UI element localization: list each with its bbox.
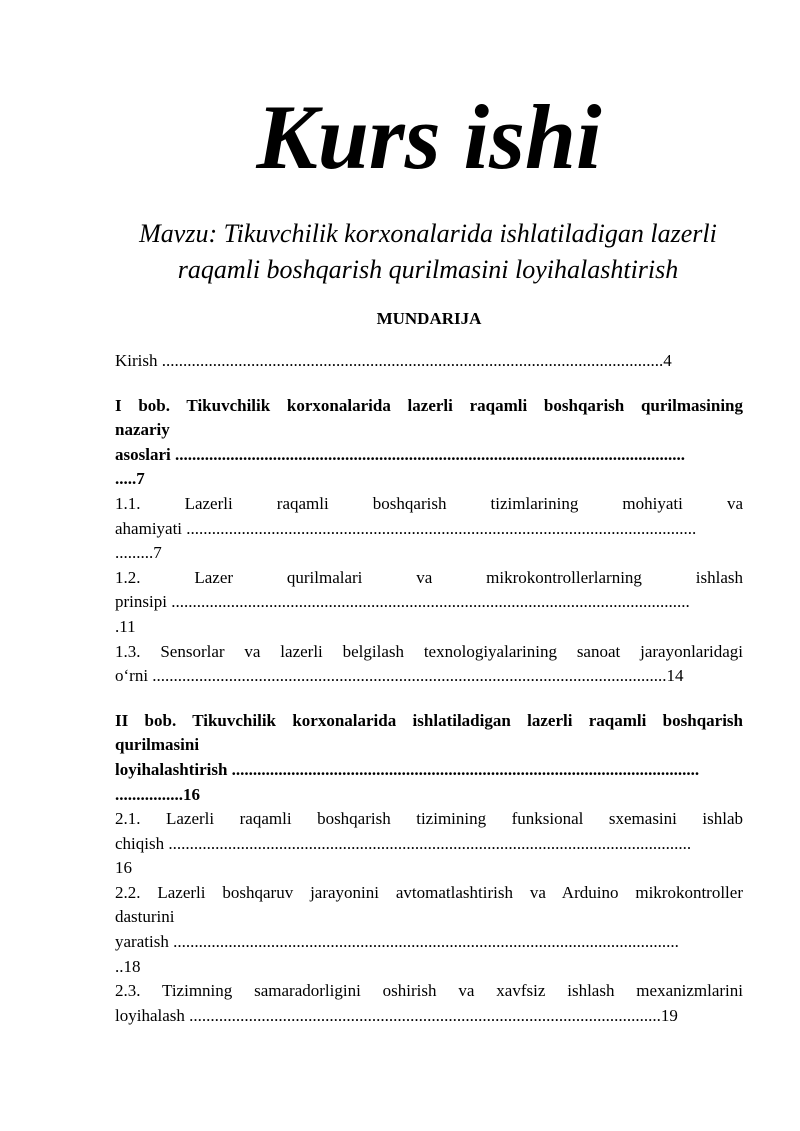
toc-entry-kirish[interactable] bbox=[115, 349, 743, 374]
table-of-contents bbox=[115, 349, 743, 1028]
toc-line: asoslari ........................................................................................................................ bbox=[115, 444, 685, 464]
toc-line: ..18 bbox=[115, 956, 141, 976]
toc-entry-1-3[interactable] bbox=[115, 640, 743, 689]
toc-line: I bob. Tikuvchilik korxonalarida lazerli raqamli boshqarish qurilmasining bbox=[115, 395, 743, 415]
toc-line: chiqish ........................................................................................................................... bbox=[115, 833, 692, 853]
toc-line: 2.3. Tizimning samaradorligini oshirish va xavfsiz ishlash mexanizmlarini bbox=[115, 981, 743, 1001]
toc-line: dasturini bbox=[115, 907, 175, 927]
toc-line: 1.2. Lazer qurilmalari va mikrokontrollerlarning ishlash bbox=[115, 567, 743, 587]
toc-line: ahamiyati ........................................................................................................................ bbox=[115, 518, 697, 538]
toc-line: 2.1. Lazerli raqamli boshqarish tizimining funksional sxemasini ishlab bbox=[115, 809, 743, 829]
toc-line: 1.1. Lazerli raqamli boshqarish tizimlarining mohiyati va bbox=[115, 493, 743, 513]
toc-line: II bob. Tikuvchilik korxonalarida ishlatiladigan lazerli raqamli boshqarish bbox=[115, 710, 743, 730]
toc-entry-2-3[interactable] bbox=[115, 979, 743, 1028]
document-subtitle: Mavzu: Tikuvchilik korxonalarida ishlatiladigan lazerli raqamli boshqarish qurilmasini loyihalashtirish bbox=[139, 219, 717, 284]
toc-line: qurilmasini bbox=[115, 735, 200, 755]
toc-line: .11 bbox=[115, 616, 136, 636]
toc-line: ................16 bbox=[115, 784, 200, 804]
toc-line: loyihalashtirish .............................................................................................................. bbox=[115, 759, 700, 779]
toc-entry-chapter-2[interactable] bbox=[115, 709, 743, 807]
toc-line: yaratish ....................................................................................................................... bbox=[115, 932, 679, 952]
toc-line: loyihalash ...............................................................................................................19 bbox=[115, 1005, 678, 1025]
toc-entry-1-2[interactable] bbox=[115, 566, 743, 640]
toc-line: 1.3. Sensorlar va lazerli belgilash texnologiyalarining sanoat jarayonlaridagi bbox=[115, 641, 743, 661]
toc-line: Kirish ......................................................................................................................4 bbox=[115, 351, 672, 370]
toc-line: .........7 bbox=[115, 543, 162, 563]
toc-heading: MUNDARIJA bbox=[376, 309, 482, 328]
document-title: Kurs ishi bbox=[256, 86, 602, 188]
toc-entry-2-1[interactable] bbox=[115, 807, 743, 881]
toc-line: nazariy bbox=[115, 420, 170, 440]
toc-line: .....7 bbox=[115, 469, 145, 489]
toc-line: 16 bbox=[115, 858, 132, 878]
toc-line: prinsipi .......................................................................................................................... bbox=[115, 592, 690, 612]
toc-entry-1-1[interactable] bbox=[115, 492, 743, 566]
toc-line: 2.2. Lazerli boshqaruv jarayonini avtomatlashtirish va Arduino mikrokontroller bbox=[115, 882, 743, 902]
toc-entry-chapter-1[interactable] bbox=[115, 394, 743, 492]
toc-entry-2-2[interactable] bbox=[115, 881, 743, 979]
toc-line: o‘rni .........................................................................................................................14 bbox=[115, 666, 684, 686]
